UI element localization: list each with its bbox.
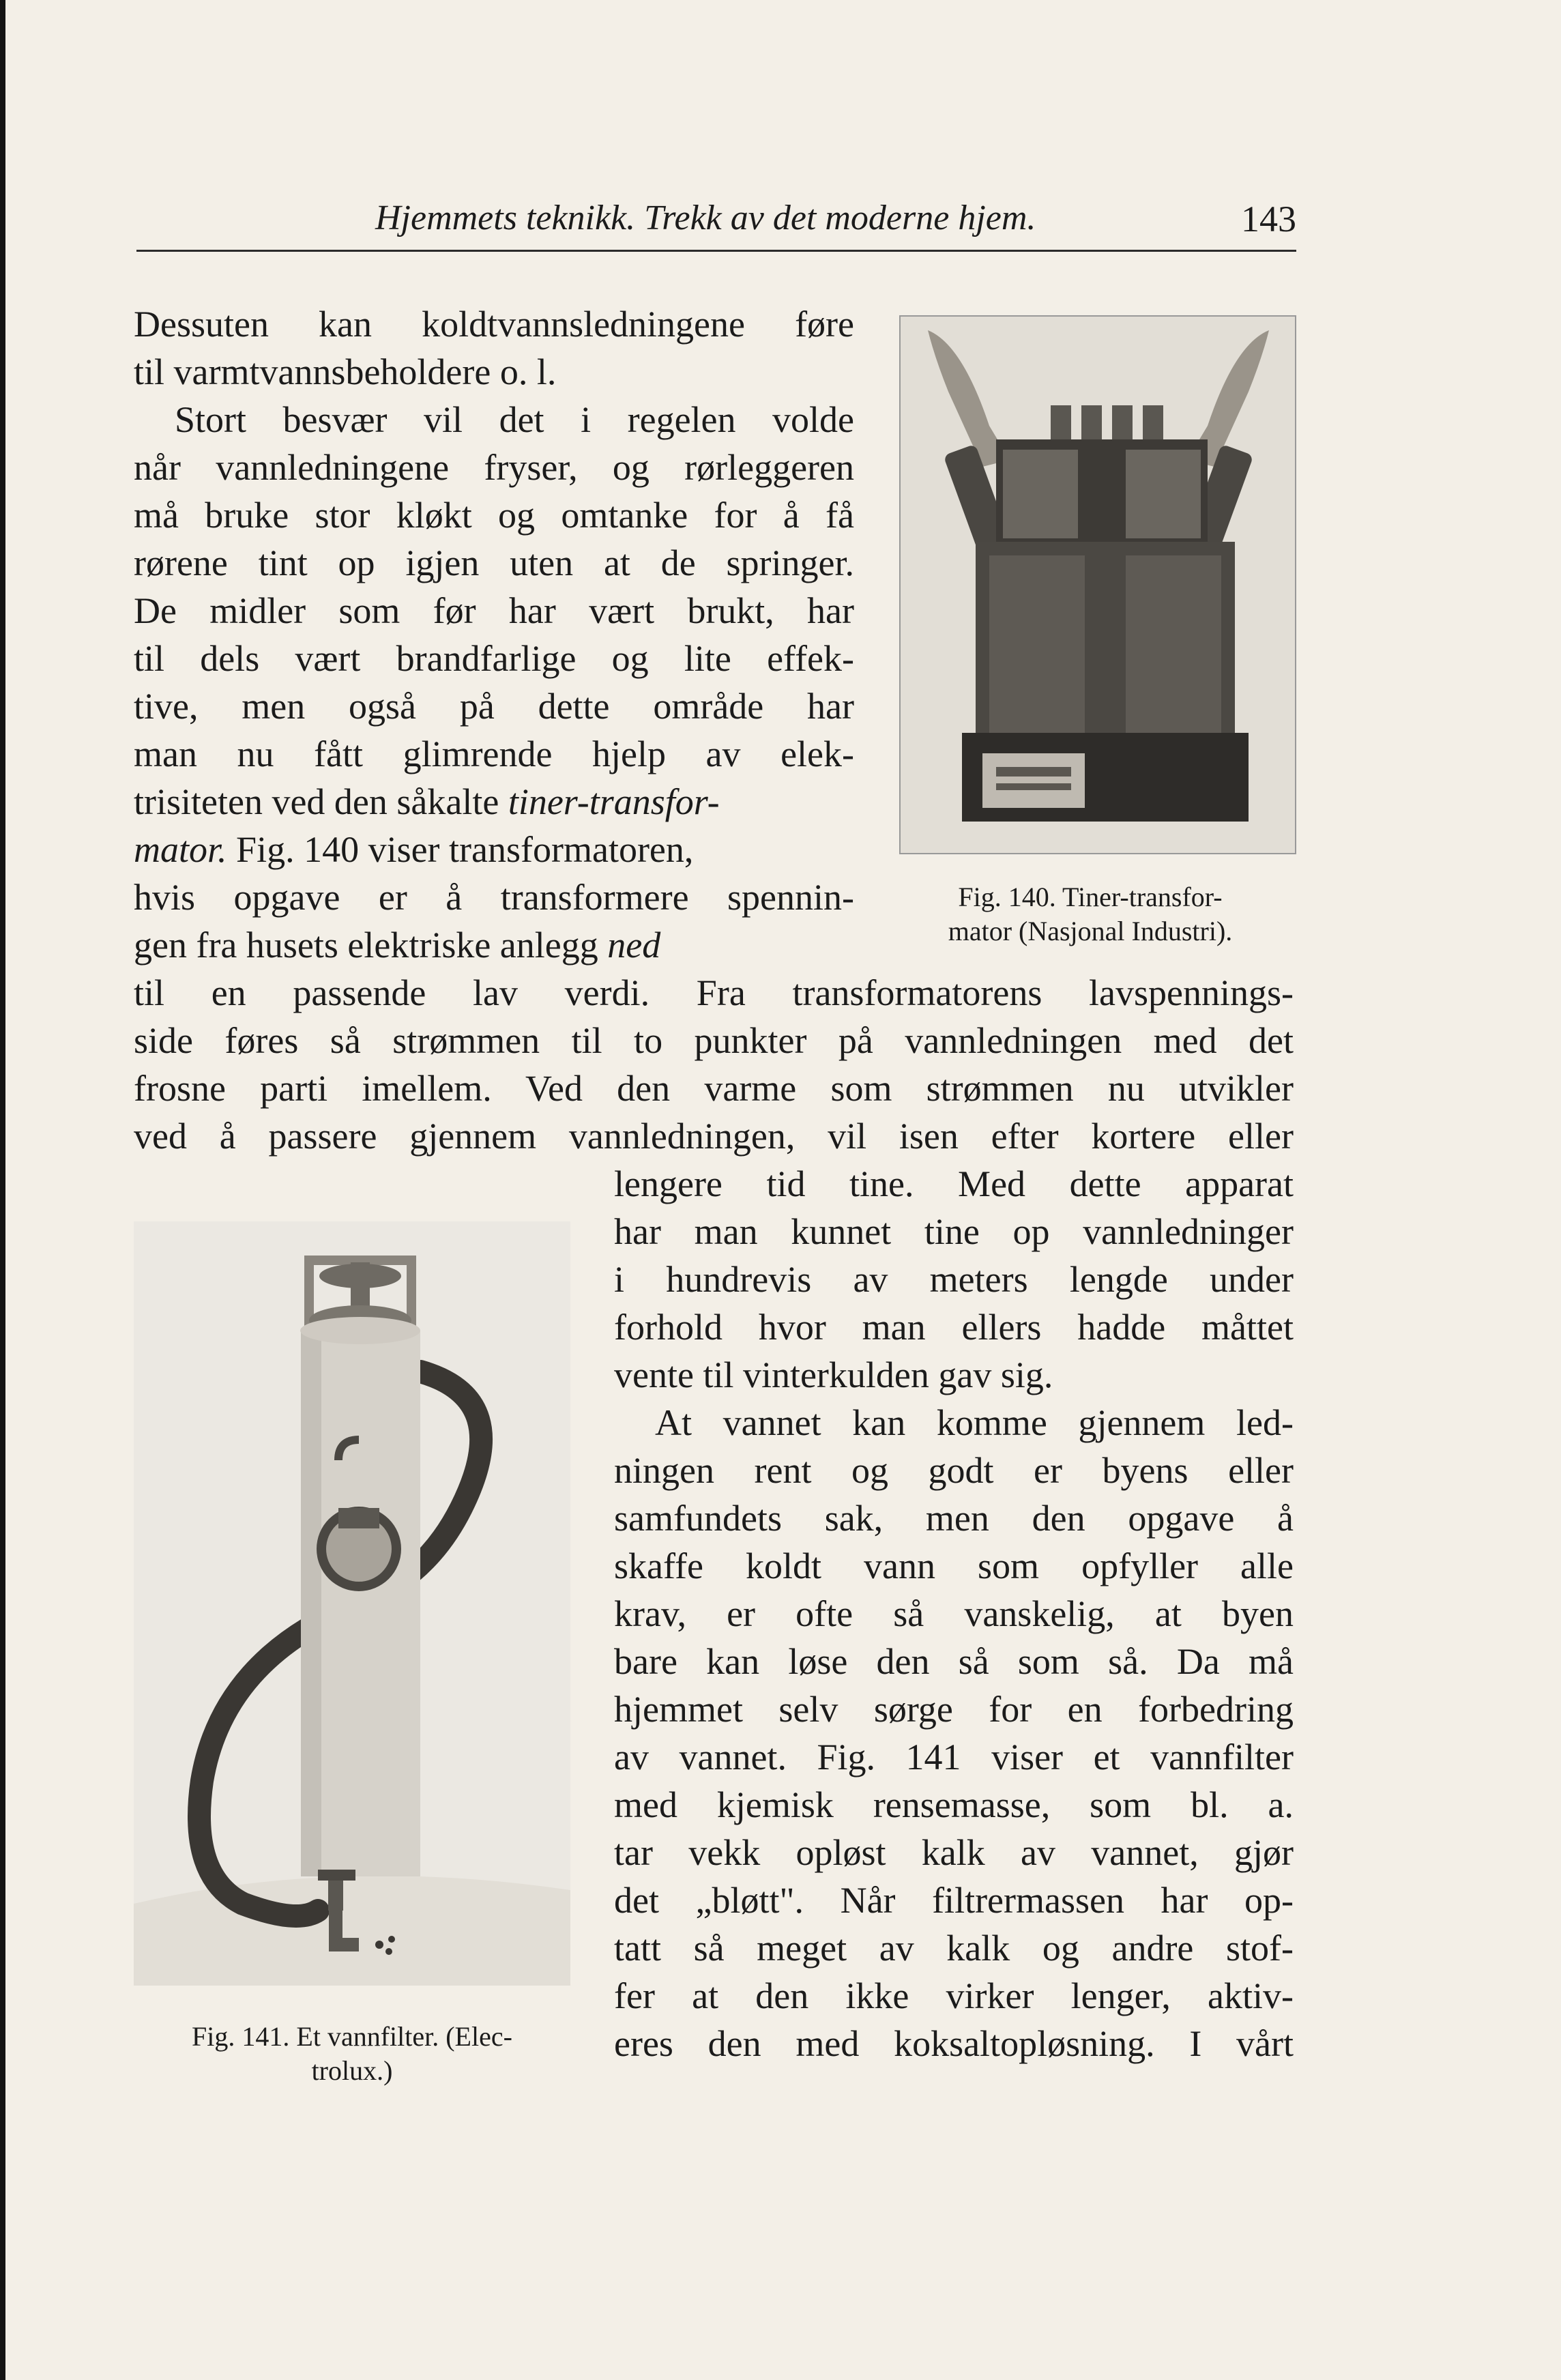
italic-term: ned <box>607 925 661 966</box>
text-line: ved å passere gjennem vannledningen, vil isen efter kortere eller <box>134 1116 1294 1157</box>
running-title: Hjemmets teknikk. Trekk av det moderne hjem. <box>375 199 1036 237</box>
text-line: samfundets sak, men den opgave å <box>614 1498 1294 1539</box>
text-span: trisiteten ved den såkalte <box>134 781 508 822</box>
text-line: side føres så strømmen til to punkter på vannledningen med det <box>134 1020 1294 1061</box>
caption-line: trolux.) <box>311 2055 393 2086</box>
text-line: lengere tid tine. Med dette apparat <box>614 1163 1294 1204</box>
text-line: av vannet. Fig. 141 viser et vannfilter <box>614 1737 1294 1777</box>
text-span: gen fra husets elektriske anlegg <box>134 925 608 966</box>
water-filter-illustration <box>134 1221 570 1986</box>
text-line: rørene tint op igjen uten at de springer. <box>134 542 854 583</box>
text-line: Stort besvær vil det i regelen volde <box>175 399 854 440</box>
text-line: bare kan løse den så som så. Da må <box>614 1641 1294 1682</box>
text-line: må bruke stor kløkt og omtanke for å få <box>134 495 854 536</box>
text-line: skaffe koldt vann som opfyller alle <box>614 1545 1294 1586</box>
transformer-illustration <box>901 317 1295 853</box>
text-line: hjemmet selv sørge for en forbedring <box>614 1689 1294 1730</box>
italic-term: tiner-transfor- <box>508 781 720 822</box>
page-edge-left <box>0 0 5 2380</box>
text-line: man nu fått glimrende hjelp av elek- <box>134 734 854 774</box>
text-line: tar vekk opløst kalk av vannet, gjør <box>614 1832 1294 1873</box>
italic-term: mator. <box>134 829 227 870</box>
figure-141-caption <box>127 2020 577 2088</box>
caption-line: mator (Nasjonal Industri). <box>948 916 1233 946</box>
figure-141-water-filter-photo <box>134 1221 570 1986</box>
running-header <box>136 198 1296 252</box>
caption-line: Fig. 141. Et vannfilter. (Elec- <box>192 2021 512 2052</box>
text-line: hvis opgave er å transformere spennin- <box>134 877 854 918</box>
text-line: fer at den ikke virker lenger, aktiv- <box>614 1975 1294 2016</box>
text-line: når vannledningene fryser, og rørleggeren <box>134 447 854 488</box>
caption-line: Fig. 140. Tiner-transfor- <box>958 882 1223 912</box>
text-line <box>134 826 854 873</box>
text-line: til dels vært brandfarlige og lite effek- <box>134 638 854 679</box>
text-line: med kjemisk rensemasse, som bl. a. <box>614 1784 1294 1825</box>
figure-140-transformer-photo <box>899 315 1296 854</box>
page-number: 143 <box>1241 199 1296 240</box>
text-line: At vannet kan komme gjennem led- <box>655 1402 1294 1443</box>
text-line: forhold hvor man ellers hadde måttet <box>614 1307 1294 1348</box>
text-line: til en passende lav verdi. Fra transformatorens lavspennings- <box>134 972 1294 1013</box>
text-line: det „bløtt". Når filtrermassen har op- <box>614 1880 1294 1921</box>
text-line: Dessuten kan koldtvannsledningene føre <box>134 304 854 345</box>
text-line: frosne parti imellem. Ved den varme som strømmen nu utvikler <box>134 1068 1294 1109</box>
text-line: vente til vinterkulden gav sig. <box>614 1354 1053 1395</box>
text-line <box>134 778 854 826</box>
text-line: i hundrevis av meters lengde under <box>614 1259 1294 1300</box>
text-line: tatt så meget av kalk og andre stof- <box>614 1928 1294 1969</box>
text-line <box>134 921 854 969</box>
text-line: eres den med koksaltopløsning. I vårt <box>614 2023 1294 2064</box>
text-line: ningen rent og godt er byens eller <box>614 1450 1294 1491</box>
text-line: krav, er ofte så vanskelig, at byen <box>614 1593 1294 1634</box>
text-line: har man kunnet tine op vannledninger <box>614 1211 1294 1252</box>
text-line: De midler som før har vært brukt, har <box>134 590 854 631</box>
figure-140-caption <box>887 880 1294 948</box>
header-rule <box>136 250 1296 252</box>
text-line: tive, men også på dette område har <box>134 686 854 727</box>
text-span: Fig. 140 viser transformatoren, <box>227 829 694 870</box>
text-line: til varmtvannsbeholdere o. l. <box>134 351 557 392</box>
